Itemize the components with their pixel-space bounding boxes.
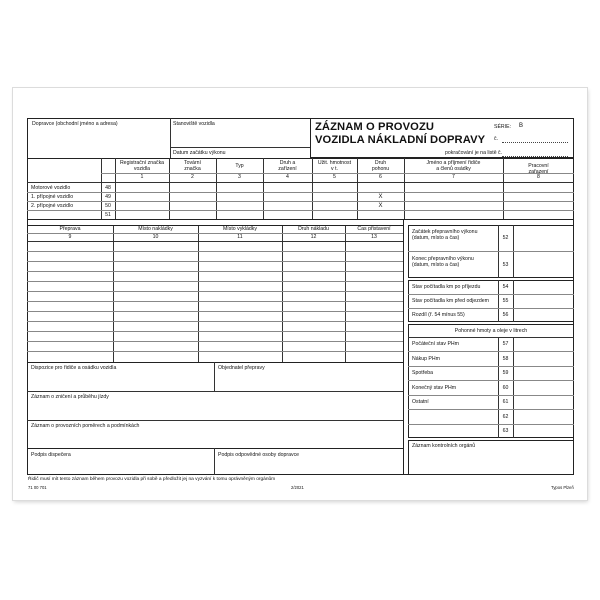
vt-row-code: 49 [105,194,111,200]
series-value: B [519,123,524,129]
tt-top-line [27,225,403,226]
end-code: 53 [502,262,509,268]
tt-head-11: Místo vykládky [222,226,257,232]
carrier-label: Dopravce (obchodní jméno a adresa) [32,121,118,127]
fuel-title: Pohonné hmoty a oleje v litrech [454,328,528,334]
tt-row-line [27,311,403,312]
vt-head-5: Užit. hmotnost v t. [317,160,352,172]
tt-row-line [27,331,403,332]
tt-row-line [27,291,403,292]
main-right-divider [403,219,404,475]
tt-row-line [27,251,403,252]
footer-code-left: 71 00 701 [28,485,47,490]
fuel-row-line [408,409,574,410]
fuel-row-line [408,380,574,381]
fuel-row-code: 60 [502,385,509,391]
vt-row-code: 51 [105,212,111,218]
ordered-label: Objednatel přepravy [218,365,265,371]
vt-num-8: 8 [537,174,540,180]
series-label: SÉRIE: [494,124,512,130]
dispatcher-sign: Podpis dispečera [31,452,71,458]
fuel-row-line [408,395,574,396]
footer-note: Řidič musí mít tento záznam během provozu vozidla při sobě a předložit jej na vyzvání k tomu oprávněným orgánům [28,477,276,482]
tt-head-9: Přeprava [59,226,81,232]
tt-row-line [27,321,403,322]
vt-row-line-2 [27,201,574,202]
vt-row-line-0 [27,182,574,183]
fuel-row-line [408,351,574,352]
number-dots [502,142,568,143]
sign-divider [214,448,215,475]
fuel-title-line [408,337,574,338]
continued-label: pokračování je na listě č. [445,150,503,156]
vt-row-code: 48 [105,185,111,191]
vt-head-3: Typ [235,163,244,169]
fuel-row-label: Spotřeba [412,370,434,376]
vt-fuel-x: X [378,194,383,200]
start-code: 52 [502,235,509,241]
title-line1: ZÁZNAM O PROVOZU [315,121,435,133]
dispatch-bottom-line [27,391,403,392]
vt-head-4: Druh a zařízení [278,160,297,172]
footer-publisher: Typos Plzeň [551,485,574,490]
conditions-label: Záznam o provozních poměrech a podmínkách [31,423,140,429]
header-bottom-line [27,158,574,159]
odometer-arrival-code: 54 [502,284,509,290]
tt-head-10: Místo nakládky [138,226,173,232]
odometer-diff-label: Rozdíl (ř. 54 mínus 55) [412,312,465,318]
tt-head-12: Druh nákladu [298,226,329,232]
vt-head-8: Pracovní zařazení [528,163,549,175]
tt-row-line [27,261,403,262]
odometer-diff-code: 56 [502,312,509,318]
vt-num-2: 2 [191,174,194,180]
vt-head-1: Registrační značka vozidla [119,160,165,172]
tt-row-line [27,351,403,352]
vt-num-7: 7 [452,174,455,180]
tt-bottom-line [27,362,403,363]
tt-head-line [27,233,403,234]
fuel-row-label: Počáteční stav PHm [412,341,459,347]
fuel-row-label: Nákup PHm [412,356,440,362]
odometer-line-1 [408,294,574,295]
start-label: Začátek přepravního výkonu [412,229,478,235]
tt-num-line [27,241,403,242]
start-date-label: Datum začátku výkonu [173,150,226,156]
vt-row-code: 50 [105,203,111,209]
odometer-departure-code: 55 [502,298,509,304]
fuel-row-code: 61 [502,399,509,405]
continued-dots [502,156,568,157]
tt-num-13: 13 [371,234,377,240]
vt-num-5: 5 [333,174,336,180]
start-sublabel: (datum, místo a čas) [412,235,460,241]
vt-num-1: 1 [140,174,144,180]
dispatch-label: Dispozice pro řidiče a osádku vozidla [31,365,117,371]
tt-head-13: Čas přistavení [357,226,391,232]
tt-row-line [27,301,403,302]
fuel-row-line [408,366,574,367]
tt-num-10: 10 [152,234,159,240]
fuel-row-code: 57 [502,341,509,347]
station-line [170,147,310,148]
conditions-bottom-line [27,448,403,449]
vt-head-2: Tovární značka [183,160,201,172]
vt-row-line-3 [27,210,574,211]
title-line2: VOZIDLA NÁKLADNÍ DOPRAVY [315,134,486,146]
dispatch-divider [214,362,215,391]
end-label: Konec přepravního výkonu [412,256,474,262]
number-label: č. [494,136,499,142]
vt-row-line-1 [27,192,574,193]
vt-row-label: 1. přípojné vozidlo [31,194,74,200]
vt-head-6: Druh pohonu [371,160,390,172]
vt-num-4: 4 [286,174,289,180]
vt-fuel-x: X [378,203,383,209]
tt-row-line [27,281,403,282]
vt-bottom-line [27,219,574,220]
footer-code-mid: 2/2021 [291,485,304,490]
header-divider [170,118,171,158]
control-label: Záznam kontrolních orgánů [412,443,476,449]
accident-label: Záznam o zničení a průběhu jízdy [31,394,109,400]
tt-num-9: 9 [68,234,72,240]
accident-bottom-line [27,420,403,421]
fuel-row-label: Ostatní [412,399,429,405]
responsible-sign: Podpis odpovědné osoby dopravce [218,452,300,458]
fuel-row-code: 59 [502,370,509,376]
fuel-row-code: 58 [502,356,509,362]
vt-num-3: 3 [238,174,241,180]
vt-row-label: Motorové vozidlo [31,185,71,191]
tt-num-12: 12 [310,234,317,240]
odometer-departure-label: Stav počítadla km před odjezdem [412,298,489,304]
odometer-arrival-label: Stav počítadla km po příjezdu [412,284,481,290]
odometer-value-col [513,280,514,322]
end-sublabel: (datum, místo a čas) [412,262,460,268]
fuel-row-code: 63 [502,428,509,434]
fuel-row-code: 62 [502,414,509,420]
tt-num-11: 11 [237,234,243,240]
vt-row-label: 2. přípojné vozidlo [31,203,74,209]
fuel-row-label: Konečný stav PHm [412,385,457,391]
vt-num-6: 6 [379,174,382,180]
start-end-mid-line [408,251,574,252]
tt-row-line [27,271,403,272]
vt-head-7: Jméno a příjmení řidiče a členů osádky [426,160,481,172]
station-label: Stanoviště vozidla [173,121,215,127]
tt-row-line [27,341,403,342]
odometer-line-2 [408,308,574,309]
fuel-value-col [513,337,514,438]
fuel-row-line [408,424,574,425]
